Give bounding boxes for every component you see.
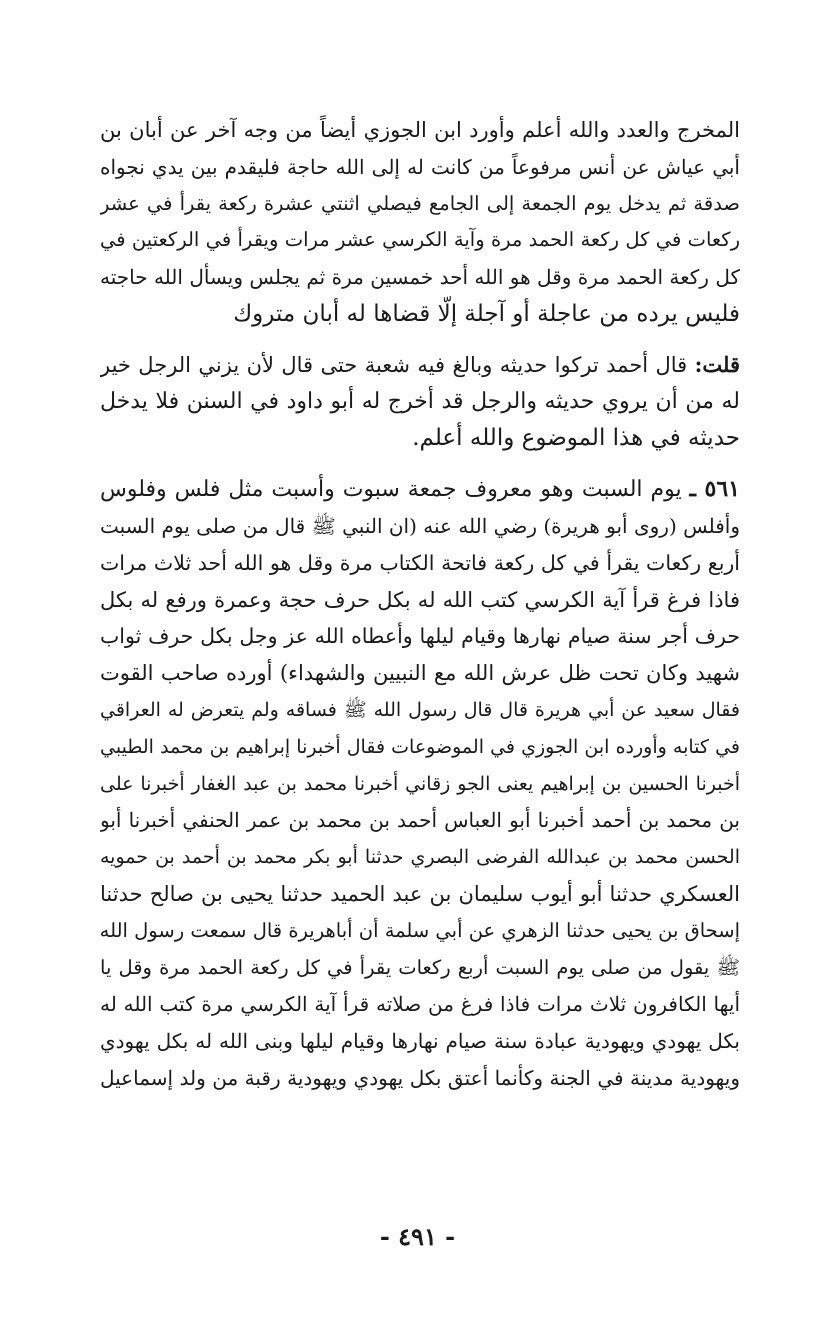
text-line: المخرج والعدد والله أعلم وأورد ابن الجوزي أيضاً من وجه آخر عن أبان بن [100,118,740,142]
text-line: شهيد وكان تحت ظل عرش الله مع النبيين والشهداء) أورده صاحب القوت [100,661,740,686]
text-line: في كتابه وأورده ابن الجوزي في الموضوعات فقال أخبرنا إبراهيم بن محمد الطيبي [100,735,740,758]
text-run: يوم السبت وهو معروف جمعة سبوت وأسبت مثل فلس وفلوس [100,477,690,503]
text-line: حديثه في هذا الموضوع والله أعلم. [412,425,740,452]
text-line: فليس يرده من عاجلة أو آجلة إلّا قضاها له أبان متروك [233,300,740,327]
qultu-label: قلت: [694,351,740,377]
text-line: ﷺ يقول من صلى يوم السبت أربع ركعات يقرأ في كل ركعة الحمد مرة وقل يا [100,955,740,979]
text-line: ركعات في كل ركعة الحمد مرة وآية الكرسي عشر مرات ويقرأ في الركعتين في [100,228,740,252]
text-line: كل ركعة الحمد مرة وقل هو الله أحد خمسين مرة ثم يجلس ويسأل الله حاجته [100,265,740,290]
text-line: أربع ركعات يقرأ في كل ركعة فاتحة الكتاب مرة وقل هو الله أحد ثلاث مرات [100,550,740,575]
page-body-text [100,112,740,1097]
paragraph-2 [100,347,740,457]
text-line: أبي عياش عن أنس مرفوعاً من كانت له إلى الله حاجة فليقدم بين يدي نجواه [100,154,740,179]
text-line: بكل يهودي ويهودية عبادة سنة صيام نهارها وقيام ليلها وبنى الله له بكل يهودي [100,1029,740,1054]
paragraph-3 [100,471,740,1097]
text-line: أخبرنا الحسين بن إبراهيم يعنى الجو زقاني أخبرنا محمد بن عبد الغفار أخبرنا على [100,772,740,795]
text-line: بن محمد بن أحمد أخبرنا أبو العباس أحمد بن محمد بن عمر الحنفي أخبرنا أبو [100,808,740,833]
paragraph-gap [100,457,740,471]
entry-number: ٥٦١ ـ [689,476,740,503]
text-line: ويهودية مدينة في الجنة وكأنما أعتق بكل يهودي ويهودية رقبة من ولد إسماعيل [100,1065,740,1090]
text-line: إسحاق بن يحيى حدثنا الزهري عن أبي سلمة أن أباهريرة قال سمعت رسول الله [100,918,740,942]
text-line: العسكري حدثنا أبو أيوب سليمان بن عبد الحميد حدثنا يحيى بن صالح حدثنا [100,881,740,906]
text-line: وأفلس (روى أبو هريرة) رضي الله عنه (ان النبي ﷺ قال من صلى يوم السبت [100,513,740,538]
paragraph-gap [100,333,740,347]
text-line: الحسن محمد بن عبدالله الفرضى البصري حدثنا أبو بكر محمد بن أحمد بن حمويه [100,846,740,869]
paragraph-1 [100,112,740,333]
text-line: له من أن يروي حديثه والرجل قد أخرج له أبو داود في السنن فلا يدخل [100,388,740,414]
text-run: قال أحمد تركوا حديثه وبالغ فيه شعبة حتى قال لأن يزني الرجل خير [100,352,695,377]
page-number: - ٤٩١ - [379,1222,456,1251]
text-line: فقال سعيد عن أبي هريرة قال قال رسول الله ﷺ فساقه ولم يتعرض له العراقي [100,698,740,721]
text-line: حرف أجر سنة صيام نهارها وقيام ليلها وأعطاه الله عز وجل بكل حرف ثواب [100,624,740,649]
text-line: أيها الكافرون ثلاث مرات فاذا فرغ من صلاته قرأ آية الكرسي مرة كتب الله له [100,992,740,1017]
text-line [100,471,740,508]
text-line: صدقة ثم يدخل يوم الجمعة إلى الجامع فيصلي اثنتي عشرة ركعة يقرأ في عشر [100,191,740,215]
text-line [100,347,740,384]
text-line: فاذا فرغ قرأ آية الكرسي كتب الله له بكل حرف حجة وعمرة ورفع له بكل [100,587,740,612]
